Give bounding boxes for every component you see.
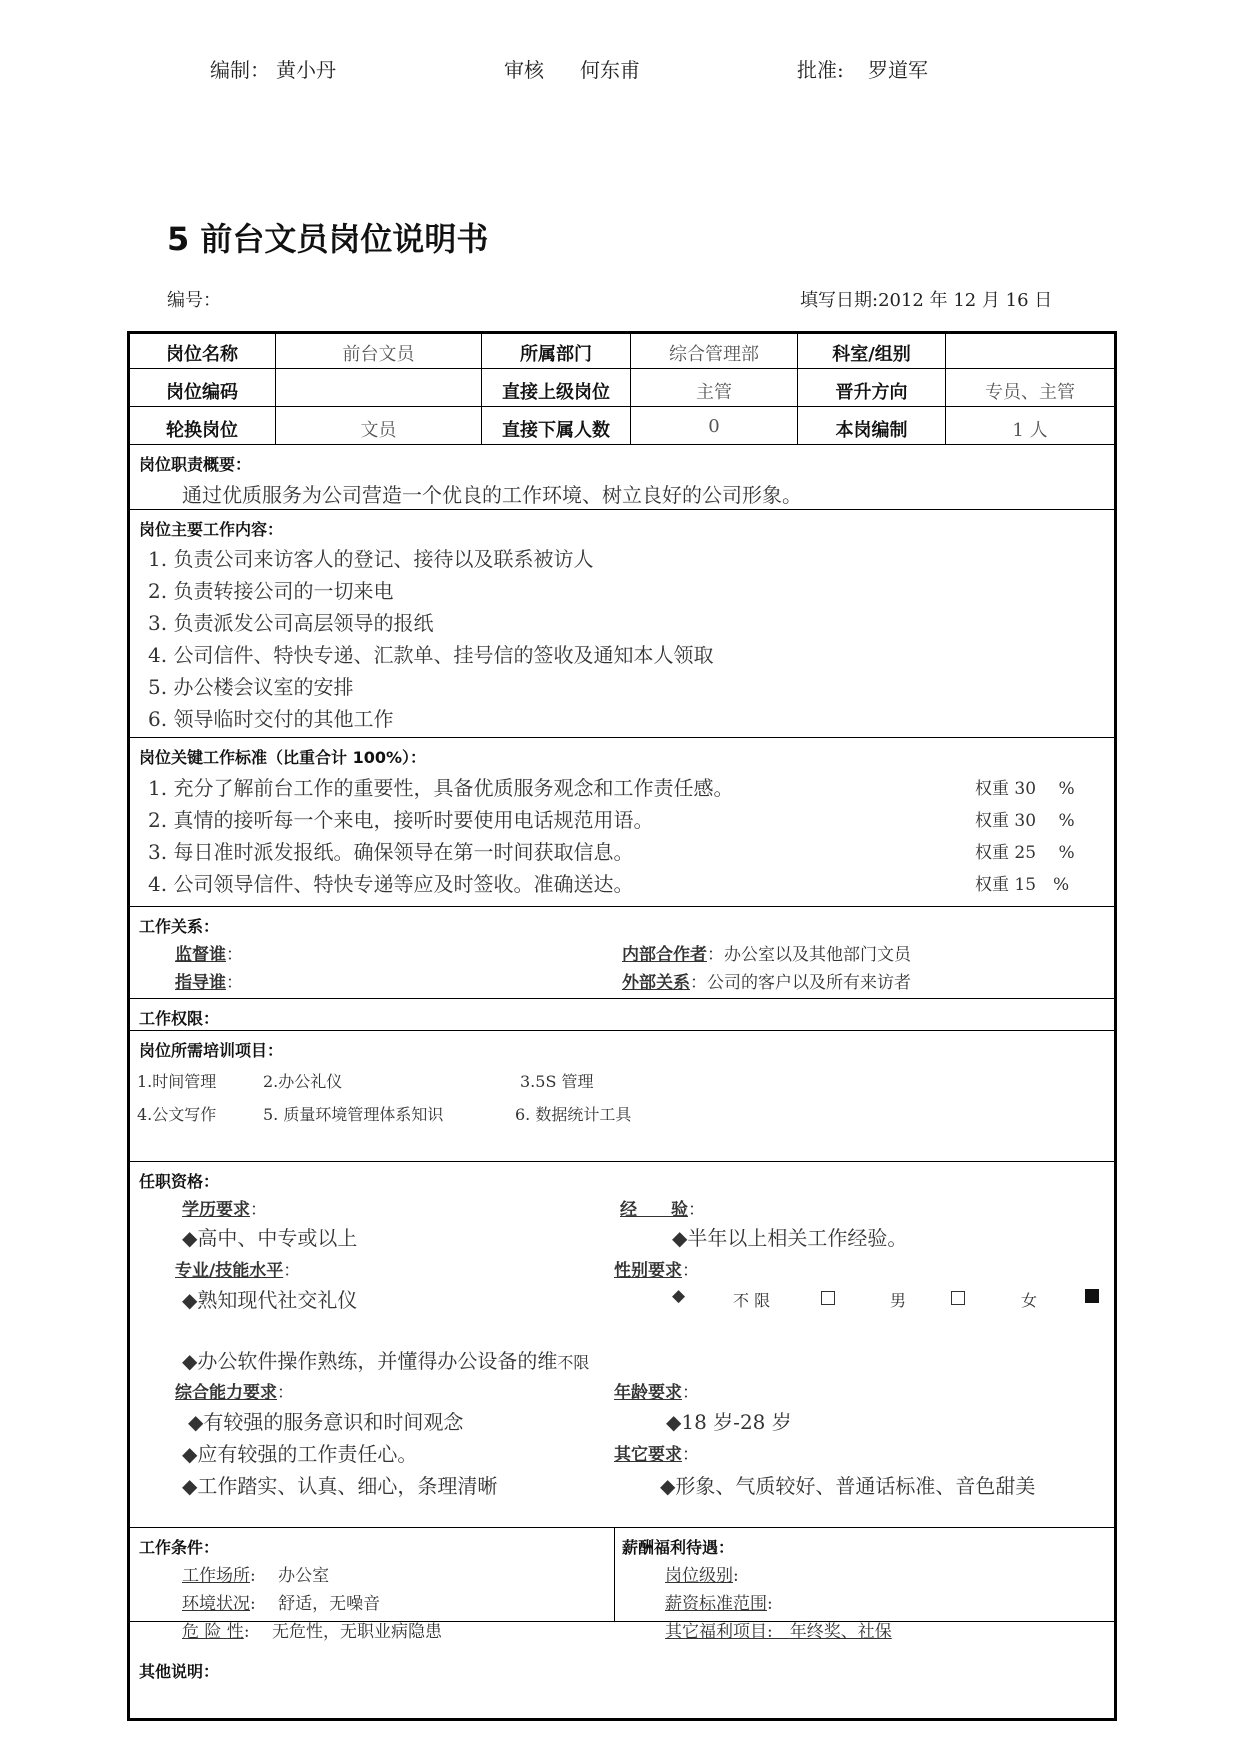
summary-heading: 岗位职责概要： (139, 455, 252, 474)
supervisor-row (175, 940, 243, 965)
summary-text: 通过优质服务为公司营造一个优良的工作环境、树立良好的公司形象。 (182, 483, 802, 507)
value-headcount: 1 人 (1012, 420, 1048, 441)
env-value: 舒适，无噪音 (278, 1594, 381, 1614)
gender-option-female: 女 (1021, 1291, 1038, 1310)
reviewed-label: 审核 (504, 58, 544, 82)
prepared-by: 黄小丹 (276, 58, 336, 82)
other-benefit-value: 年终奖、社保 (789, 1622, 892, 1642)
header-headcount: 本岗编制 (835, 420, 908, 441)
external-value: ：公司的客户以及所有来访者 (690, 973, 911, 993)
fill-date: 填写日期:2012 年 12 月 16 日 (800, 290, 1053, 311)
range-row: 薪资标准范围: (665, 1594, 773, 1614)
experience-row: 经 验： (620, 1200, 705, 1220)
range-label: 薪资标准范围 (665, 1594, 767, 1614)
age-value: ◆18 岁-28 岁 (666, 1410, 792, 1434)
row-divider (127, 906, 1117, 907)
env-label: 环境状况 (182, 1594, 250, 1614)
training-item: 2.办公礼仪 (263, 1072, 343, 1091)
standard-item: 4. 公司领导信件、特快专递等应及时签收。准确送达。 (148, 872, 634, 896)
page-title: 5 前台文员岗位说明书 (167, 220, 489, 258)
internal-value: ：办公室以及其他部门文员 (707, 945, 911, 965)
supervisor-label: 监督谁 (175, 945, 226, 965)
gender-label: 性别要求 (614, 1261, 682, 1281)
duty-item: 2. 负责转接公司的一切来电 (148, 579, 394, 603)
training-item: 1.时间管理 (137, 1072, 217, 1091)
checked-box-icon (1085, 1289, 1099, 1303)
skill-value: ◆熟知现代社交礼仪 (182, 1288, 358, 1312)
other-benefit-label: 其它福利项目 (665, 1622, 767, 1642)
benefits-heading: 薪酬福利待遇： (622, 1538, 735, 1557)
relations-heading: 工作关系： (139, 917, 220, 936)
risk-value: 无危性，无职业病隐患 (271, 1622, 442, 1642)
approved-label: 批准: (797, 58, 844, 82)
other-req-value: ◆形象、气质较好、普通话标准、音色甜美 (660, 1474, 1036, 1498)
env-row: 环境状况: 舒适，无噪音 (182, 1594, 381, 1614)
standard-item: 1. 充分了解前台工作的重要性，具备优质服务观念和工作责任感。 (148, 776, 734, 800)
row-divider (127, 998, 1117, 999)
training-heading: 岗位所需培训项目： (139, 1041, 284, 1060)
place-row: 工作场所: 办公室 (182, 1566, 330, 1586)
skill-value-office-text: ◆办公软件操作熟练，并懂得办公设备的维 (182, 1349, 558, 1373)
header-position-code: 岗位编码 (166, 382, 238, 403)
standard-weight: 权重 30 % (975, 811, 1075, 831)
gender-row: 性别要求： (614, 1261, 699, 1281)
value-subordinates: 0 (708, 416, 720, 437)
row-divider (127, 444, 1117, 445)
training-item: 5. 质量环境管理体系知识 (263, 1105, 444, 1124)
approved-by: 罗道军 (868, 58, 928, 82)
row-divider (127, 737, 1117, 738)
header-department: 所属部门 (520, 344, 592, 365)
value-rotation: 文员 (360, 420, 397, 441)
value-promotion: 专员、主管 (985, 382, 1075, 403)
internal-label: 内部合作者 (622, 945, 707, 965)
standard-weight: 权重 15 % (975, 875, 1070, 895)
other-req-label: 其它要求 (614, 1445, 682, 1465)
other-benefit-row: 其它福利项目: 年终奖、社保 (665, 1622, 892, 1642)
ability-item: ◆有较强的服务意识和时间观念 (188, 1410, 464, 1434)
checkbox-icon (951, 1291, 965, 1305)
duty-item: 5. 办公楼会议室的安排 (148, 675, 354, 699)
level-row: 岗位级别: (665, 1566, 739, 1586)
reviewed-by: 何东甫 (580, 58, 640, 82)
guide-label: 指导谁 (175, 973, 226, 993)
risk-label: 危 险 性 (182, 1622, 244, 1642)
header-promotion: 晋升方向 (835, 382, 908, 403)
guide-row (175, 968, 243, 993)
education-row: 学历要求： (182, 1200, 267, 1220)
notes-heading: 其他说明： (139, 1662, 220, 1681)
training-item: 6. 数据统计工具 (515, 1105, 632, 1124)
external-label: 外部关系 (622, 973, 690, 993)
age-label: 年龄要求 (614, 1383, 682, 1403)
internal-row (622, 940, 911, 965)
supervisor-value: ： (226, 945, 243, 965)
age-row: 年龄要求： (614, 1383, 699, 1403)
standard-item: 2. 真情的接听每一个来电，接听时要使用电话规范用语。 (148, 808, 654, 832)
ability-label: 综合能力要求 (175, 1383, 277, 1403)
place-label: 工作场所 (182, 1566, 250, 1586)
prepared-label: 编制： (210, 58, 270, 82)
guide-value: ： (226, 973, 243, 993)
skill-row: 专业/技能水平： (175, 1261, 301, 1281)
col-divider (614, 1527, 615, 1621)
other-req-row: 其它要求： (614, 1445, 699, 1465)
training-item: 4.公文写作 (137, 1105, 217, 1124)
value-position-name: 前台文员 (342, 344, 415, 365)
ability-item: ◆应有较强的工作责任心。 (182, 1442, 418, 1466)
level-label: 岗位级别 (665, 1566, 733, 1586)
duties-heading: 岗位主要工作内容： (139, 520, 284, 539)
training-item: 3.5S 管理 (520, 1072, 594, 1091)
duty-item: 6. 领导临时交付的其他工作 (148, 707, 394, 731)
education-label: 学历要求 (182, 1200, 250, 1220)
value-superior: 主管 (696, 382, 732, 403)
duty-item: 1. 负责公司来访客人的登记、接待以及联系被访人 (148, 547, 594, 571)
value-department: 综合管理部 (669, 344, 759, 365)
experience-label: 经 验 (620, 1200, 688, 1220)
header-rotation: 轮换岗位 (166, 420, 238, 441)
header-position-name: 岗位名称 (166, 344, 238, 365)
gender-option-male: 男 (890, 1291, 907, 1310)
row-divider (127, 1527, 1117, 1528)
ability-item: ◆工作踏实、认真、细心，条理清晰 (182, 1474, 498, 1498)
risk-row: 危 险 性: 无危性，无职业病隐患 (182, 1622, 442, 1642)
header-subordinates: 直接下属人数 (502, 420, 610, 441)
experience-value: ◆半年以上相关工作经验。 (672, 1226, 908, 1250)
gender-option-none: 不 限 (733, 1291, 771, 1310)
conditions-heading: 工作条件： (139, 1538, 220, 1557)
gender-bullet: ◆ (672, 1286, 686, 1306)
authority-heading: 工作权限： (139, 1009, 220, 1028)
duty-item: 4. 公司信件、特快专递、汇款单、挂号信的签收及通知本人领取 (148, 643, 714, 667)
external-row (622, 968, 911, 993)
education-value: ◆高中、中专或以上 (182, 1226, 358, 1250)
skill-value-office (182, 1345, 589, 1374)
standards-heading: 岗位关键工作标准（比重合计 100%）： (139, 748, 427, 767)
gender-trailing: 不限 (557, 1353, 590, 1372)
header-section: 科室/组别 (832, 344, 911, 365)
row-divider (127, 509, 1117, 510)
standard-weight: 权重 30 % (975, 779, 1075, 799)
checkbox-icon (821, 1291, 835, 1305)
duty-item: 3. 负责派发公司高层领导的报纸 (148, 611, 434, 635)
standard-weight: 权重 25 % (975, 843, 1075, 863)
ability-row: 综合能力要求： (175, 1383, 294, 1403)
place-value: 办公室 (278, 1566, 330, 1586)
skill-label: 专业/技能水平 (175, 1261, 284, 1281)
header-superior: 直接上级岗位 (502, 382, 610, 403)
row-divider (127, 1030, 1117, 1031)
standard-item: 3. 每日准时派发报纸。确保领导在第一时间获取信息。 (148, 840, 634, 864)
qualifications-heading: 任职资格： (139, 1172, 220, 1191)
number-label: 编号： (167, 290, 221, 311)
row-divider (127, 1161, 1117, 1162)
